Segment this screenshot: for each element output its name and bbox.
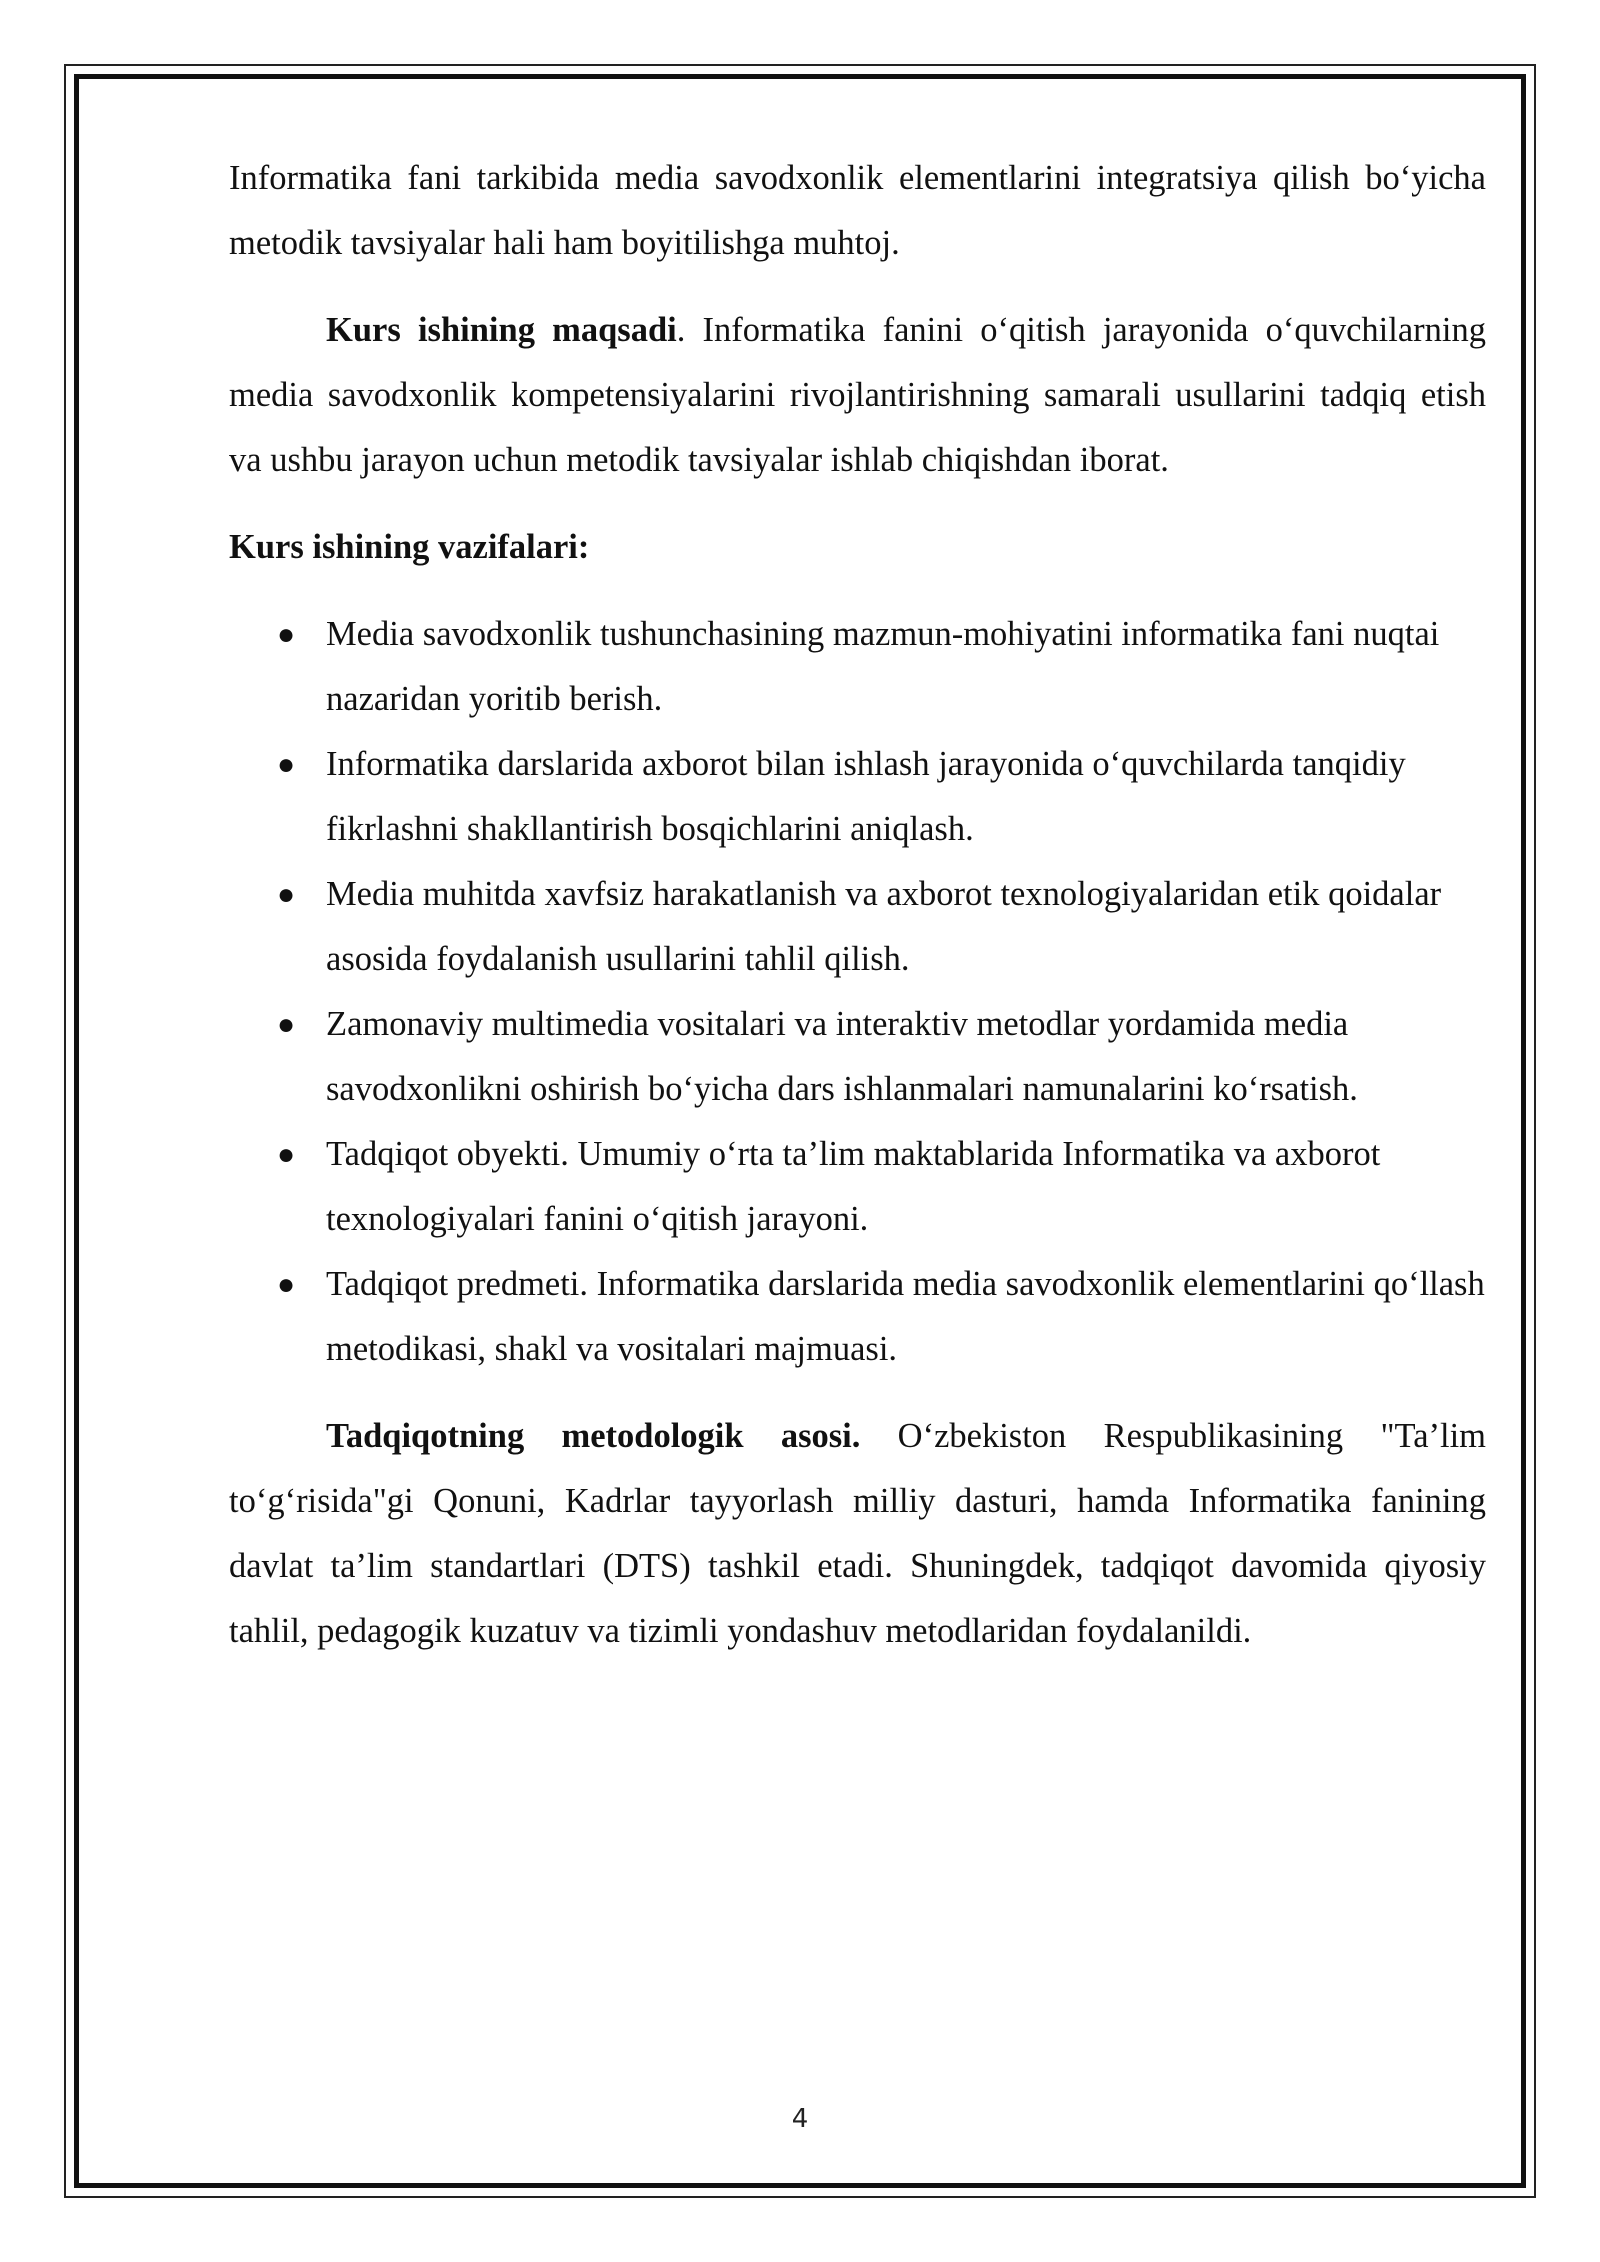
methodology-text: O‘zbekiston Respublikasining "Ta’lim to‘g‘risida"gi Qonuni, Kadrlar tayyorlash milliy dasturi, hamda Informatika fanining davlat ta’lim standartlari (DTS) tashkil etadi. Shuningdek, tadqiqot davomida qiyosiy tahlil, pedagogik kuzatuv va tizimli yondashuv metodlaridan foydalanildi. <box>229 1417 1487 1650</box>
document-body <box>229 146 1486 1686</box>
list-item <box>229 992 1486 1122</box>
bullet-icon: ● <box>277 748 296 781</box>
bullet-icon: ● <box>277 1138 296 1171</box>
list-item <box>229 1252 1486 1382</box>
intro-paragraph: Informatika fani tarkibida media savodxonlik elementlarini integratsiya qilish bo‘yicha metodik tavsiyalar hali ham boyitilishga muhtoj. <box>229 159 1486 262</box>
methodology-paragraph <box>229 1404 1486 1664</box>
list-item <box>229 1122 1486 1252</box>
methodology-label: Tadqiqotning metodologik asosi. <box>326 1417 861 1455</box>
bullet-icon: ● <box>277 1008 296 1041</box>
list-item <box>229 862 1486 992</box>
list-item-text: Media muhitda xavfsiz harakatlanish va axborot texnologiyalaridan etik qoidalar asosida foydalanish usullarini tahlil qilish. <box>326 875 1442 978</box>
list-item-text: Tadqiqot predmeti. Informatika darslarida media savodxonlik elementlarini qo‘llash metodikasi, shakl va vositalari majmuasi. <box>326 1265 1485 1368</box>
page-number: 4 <box>791 2104 809 2134</box>
list-item-text: Tadqiqot obyekti. Umumiy o‘rta ta’lim maktablarida Informatika va axborot texnologiyalari fanini o‘qitish jarayoni. <box>326 1135 1381 1238</box>
goal-text: . Informatika fanini o‘qitish jarayonida o‘quvchilarning media savodxonlik kompetensiyalarini rivojlantirishning samarali usullarini tadqiq etish va ushbu jarayon uchun metodik tavsiyalar ishlab chiqishdan iborat. <box>229 311 1486 479</box>
list-item <box>229 732 1486 862</box>
goal-label: Kurs ishining maqsadi <box>326 311 677 349</box>
list-item-text: Informatika darslarida axborot bilan ishlash jarayonida o‘quvchilarda tanqidiy fikrlashni shakllantirish bosqichlarini aniqlash. <box>326 745 1406 848</box>
bullet-icon: ● <box>277 618 296 651</box>
goal-paragraph <box>229 298 1486 493</box>
list-item-text: Zamonaviy multimedia vositalari va interaktiv metodlar yordamida media savodxonlikni oshirish bo‘yicha dars ishlanmalari namunalarini ko‘rsatish. <box>326 1005 1358 1108</box>
tasks-heading: Kurs ishining vazifalari: <box>229 528 590 566</box>
tasks-list <box>229 602 1486 1382</box>
list-item <box>229 602 1486 732</box>
bullet-icon: ● <box>277 1268 296 1301</box>
bullet-icon: ● <box>277 878 296 911</box>
list-item-text: Media savodxonlik tushunchasining mazmun-mohiyatini informatika fani nuqtai nazaridan yoritib berish. <box>326 615 1440 718</box>
